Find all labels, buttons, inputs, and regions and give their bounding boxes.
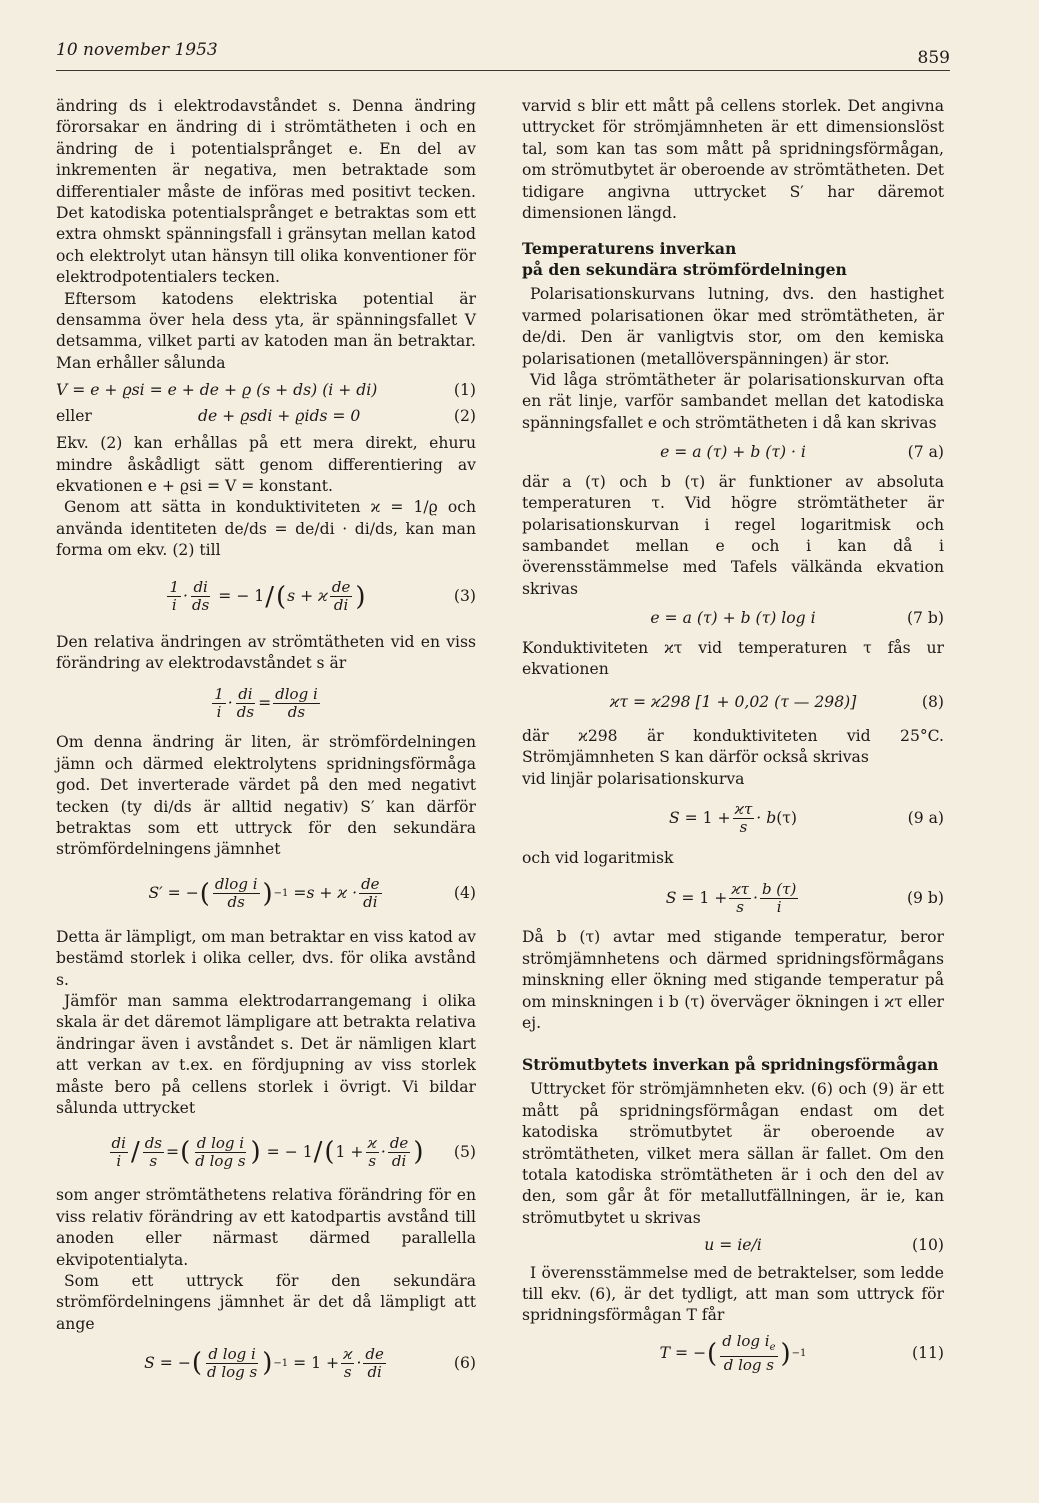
paragraph: Konduktiviteten ϰτ vid temperaturen τ fås ur ekvationen [522,638,944,678]
equation-number: (4) [453,884,476,903]
equation-number: (7 b) [906,609,944,628]
equation-number: (2) [453,406,476,425]
paragraph: Då b (τ) avtar med stigande temperatur, beror strömjämnhetens och därmed spridningsförmågans minskning eller ökning med stigande temperatur på om minskningen i b (τ) överväger ökningen i ϰτ eller ej. [522,928,944,1032]
equation-number: (9 b) [906,888,944,907]
paragraph: Genom att sätta in konduktiviteten ϰ = 1/ϱ och använda identiteten de/ds = de/di · di/ds, kan man forma om ekv. (2) till [56,498,476,560]
equation-relative-change: $\frac{1}{i}$ · $\frac{di}{ds}$ = $\frac{\text{dlog i}}{ds}$ [214,684,318,721]
paragraph: varvid s blir ett mått på cellens storlek. Det angivna uttrycket för strömjämnheten är ett dimensionslöst tal, som kan tas som mått på spridningsförmågan, om strömutbytet är oberoende av strömtätheten. Det tidigare angivna uttrycket S′ har däremot dimensionen längd. [522,97,944,223]
paragraph: och vid logaritmisk [522,848,674,867]
issue-date: 10 november 1953 [56,40,218,60]
right-column [522,96,944,1381]
equation-4: S′ = − ( $\frac{\text{dlog i}}{ds}$ ) −1 = s + ϰ · $\frac{de}{di}$ (4) [148,875,476,912]
equation-number: (5) [453,1142,476,1161]
paragraph: Detta är lämpligt, om man betraktar en viss katod av bestämd storlek i olika celler, dvs. för olika avstånd s. [56,927,476,989]
paragraph: ändring ds i elektrodavståndet s. Denna ändring förorsakar en ändring di i strömtätheten i och en ändring de i potentialsprånget e. En del av inkrementen är negativa, men betraktade som differentialer måste de införas med positivt tecken. Det katodiska potentialsprånget e betraktas som ett extra ohmskt spänningsfall i gränsytan mellan katod och elektrolyt utan hänsyn till olika konventioner för elektrodpotentialers tecken. [56,97,476,287]
paragraph: Jämför man samma elektrodarrangemang i olika skala är det däremot lämpligare att betrakta relativa ändringar även i avståndet s. Det är nämligen klart att verkan av t.ex. en fördjupning av viss storlek måste bero på cellens storlek i övrigt. Vi bildar sålunda uttrycket [56,992,476,1118]
paragraph: där a (τ) och b (τ) är funktioner av absoluta temperaturen τ. Vid högre strömtätheter är polarisationskurvan i regel logaritmisk och sambandet mellan e och i kan då i överensstämmelse med Tafels välkända ekvation skrivas [522,472,944,598]
paragraph: Vid låga strömtätheter är polarisationskurvan ofta en rät linje, varför sambandet mellan det katodiska spänningsfallet e och strömtätheten i då kan skrivas [522,371,944,432]
equation-6: S = − ( $\frac{\text{d log i}}{\text{d log s}}$ ) −1 = 1 + $\frac{ϰ}{s}$ · $\frac{de}{di}$ (6) [144,1344,476,1381]
header-rule [56,70,950,71]
equation-number: (9 a) [907,809,944,828]
paragraph: där ϰ298 är konduktiviteten vid 25°C. Strömjämnheten S kan därför också skrivas [522,726,944,767]
paragraph: som anger strömtäthetens relativa förändring för en viss relativ förändring av ett katodpartis avstånd till anoden eller närmast därmed parallella ekvipotentialyta. [56,1186,476,1269]
equation-3: $\frac{1}{i}$ · $\frac{di}{ds}$ = − 1 / ( s + ϰ $\frac{de}{di}$ ) (3) [169,578,476,615]
equation-number: (10) [911,1236,944,1255]
paragraph: Som ett uttryck för den sekundära strömfördelningens jämnhet är det då lämpligt att ange [56,1272,476,1333]
equation-number: (1) [453,381,476,400]
paragraph: I överensstämmelse med de betraktelser, som ledde till ekv. (6), är det tydligt, att man som uttryck för spridningsförmågan T får [522,1263,944,1325]
equation-10: u = ie/i (10) [522,1235,944,1256]
paragraph: Uttrycket för strömjämnheten ekv. (6) och (9) är ett mått på spridningsförmågan endast om det katodiska strömutbytet är oberoende av strömtätheten, vilket mera sällan är fallet. Om den totala katodiska strömtätheten är i och den del av den, som går åt för metallutfällningen, är ie, kan strömutbytet u skrivas [522,1080,944,1227]
paragraph: vid linjär polarisationskurva [522,769,745,788]
page-header [56,40,950,74]
equation-7a: e = a (τ) + b (τ) · i (7 a) [522,442,944,463]
left-column [56,96,476,1391]
equation-number: (8) [921,693,944,712]
equation-5: $\frac{di}{i}$ / $\frac{ds}{s}$ = ( $\frac{\text{d log i}}{\text{d log s}}$ ) = − 1 / ( 1 + $\frac{ϰ}{s}$ · $\frac{de}{di}$ ) (5) [111,1133,476,1170]
equation-1: V = e + ϱsi = e + de + ϱ (s + ds) (i + di) (1) [56,380,476,401]
equation-number: (7 a) [907,443,944,462]
equation-8: ϰτ = ϰ298 [1 + 0,02 (τ — 298)] (8) [522,692,944,713]
equation-2: eller de + ϱsdi + ϱids = 0 (2) [56,406,476,427]
paragraph: Polarisationskurvans lutning, dvs. den hastighet varmed polarisationen ökar med strömtätheten, är de/di. Den är vanligtvis stor, om den kemiska polarisationen (metallöverspänningen) är stor. [522,285,944,368]
equation-11: T = − ( $\frac{d \log i_e}{\text{d log s}}$ ) −1 (11) [659,1332,944,1375]
equation-number: (3) [453,586,476,605]
paragraph: Ekv. (2) kan erhållas på ett mera direkt, ehuru mindre åskådligt sätt genom differentiering av ekvationen e + ϱsi = V = konstant. [56,434,476,495]
equation-9a: S = 1 + $\frac{ϰ\tau}{s}$ · b (τ) (9 a) [669,800,944,837]
paragraph: Om denna ändring är liten, är strömfördelningen jämn och därmed elektrolytens spridningsförmåga god. Det inverterade värdet på den med negativt tecken (ty di/ds är alltid negativ) S′ kan därför betraktas som ett uttryck för den sekundära strömfördelningens jämnhet [56,733,476,859]
section-heading-current-efficiency: Strömutbytets inverkan på spridningsförmågan [522,1055,939,1075]
page-number: 859 [917,48,950,68]
section-heading-temperature: Temperaturens inverkan på den sekundära strömfördelningen [522,239,847,280]
equation-7b: e = a (τ) + b (τ) log i (7 b) [522,608,944,629]
equation-number: (11) [911,1344,944,1363]
equation-number: (6) [453,1353,476,1372]
paragraph: Eftersom katodens elektriska potential är densamma över hela dess yta, är spänningsfallet V detsamma, vilket parti av katoden man än betraktar. Man erhåller sålunda [56,289,476,372]
paragraph: Den relativa ändringen av strömtätheten vid en viss förändring av elektrodavståndet s är [56,632,476,672]
equation-9b: S = 1 + $\frac{ϰ\tau}{s}$ · $\frac{b (\tau)}{i}$ (9 b) [665,879,944,916]
